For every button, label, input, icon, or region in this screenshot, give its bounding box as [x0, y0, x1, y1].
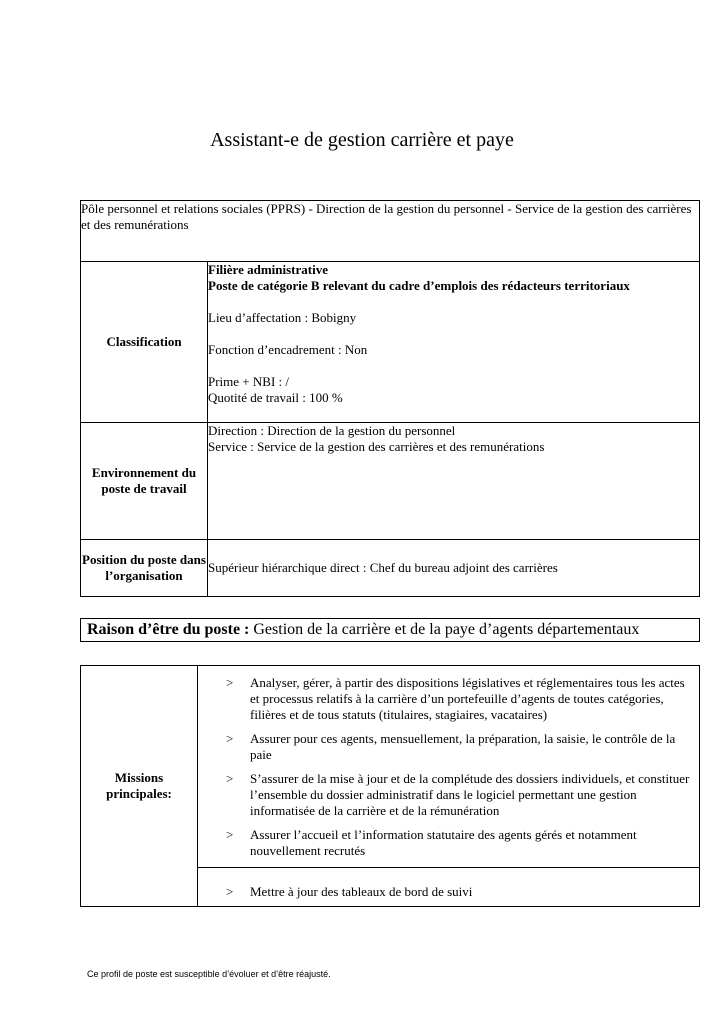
lieu-affectation: Lieu d’affectation : Bobigny: [208, 310, 357, 325]
page-title: Assistant-e de gestion carrière et paye: [210, 129, 514, 151]
fonction-encadrement: Fonction d’encadrement : Non: [208, 342, 368, 357]
environnement-label: Environnement du poste de travail: [81, 423, 208, 540]
raison-box: [80, 618, 700, 642]
mission-item: > Analyser, gérer, à partir des dispositions législatives et réglementaires tous les actes et processus relatifs à la carrière d’un portefeuille d’agents de toutes catégories, filières et de tous statuts (titulaires, stagiaires, vacataires): [226, 675, 685, 722]
missions-label: Missions principales:: [81, 666, 198, 907]
organization-path: Pôle personnel et relations sociales (PPRS) - Direction de la gestion du personnel - Service de la gestion des carrières et des remunérations: [81, 201, 692, 232]
raison-value: Gestion de la carrière et de la paye d’agents départementaux: [249, 621, 640, 638]
mission-item: > Assurer pour ces agents, mensuellement, la préparation, la saisie, le contrôle de la paie: [226, 731, 676, 762]
bullet-arrow-icon: >: [226, 884, 234, 899]
service-text: Service : Service de la gestion des carrières et des remunérations: [208, 439, 545, 454]
mission-item-extra: > Mettre à jour des tableaux de bord de suivi: [226, 884, 473, 899]
missions-list: [198, 666, 699, 859]
quotite-travail: Quotité de travail : 100 %: [208, 390, 343, 405]
mission-item: > S’assurer de la mise à jour et de la complétude des dossiers individuels, et constituer l’ensemble du dossier administratif dans le logiciel permettant une gestion informatisée de la carrière et de la rémunération: [226, 771, 690, 818]
mission-item: > Assurer l’accueil et l’information statutaire des agents gérés et notamment nouvellement recrutés: [226, 827, 637, 858]
position-value: Supérieur hiérarchique direct : Chef du bureau adjoint des carrières: [208, 540, 700, 597]
header-row: [81, 201, 700, 262]
bullet-arrow-icon: >: [226, 771, 234, 786]
missions-list-cell: [198, 666, 700, 868]
header-cell: [81, 201, 700, 262]
environnement-details: [208, 423, 700, 540]
bullet-arrow-icon: >: [226, 827, 234, 842]
bullet-arrow-icon: >: [226, 731, 234, 746]
classification-details: [208, 262, 700, 423]
direction-text: Direction : Direction de la gestion du personnel: [208, 423, 456, 438]
raison-label: Raison d’être du poste :: [87, 621, 250, 638]
missions-extra-cell: [198, 868, 700, 907]
footer-note: Ce profil de poste est susceptible d’évoluer et d’être réajusté.: [87, 969, 331, 979]
categorie-text: Poste de catégorie B relevant du cadre d’emplois des rédacteurs territoriaux: [208, 278, 630, 293]
environnement-row: [81, 423, 700, 540]
classification-row: [81, 262, 700, 423]
bullet-arrow-icon: >: [226, 675, 234, 690]
missions-row: [81, 666, 700, 868]
position-row: [81, 540, 700, 597]
prime-nbi: Prime + NBI : /: [208, 374, 289, 389]
position-label: Position du poste dans l’organisation: [81, 540, 208, 597]
filiere-text: Filière administrative: [208, 262, 328, 277]
classification-label: Classification: [81, 262, 208, 423]
job-info-table: [80, 200, 700, 597]
missions-table: [80, 665, 700, 907]
